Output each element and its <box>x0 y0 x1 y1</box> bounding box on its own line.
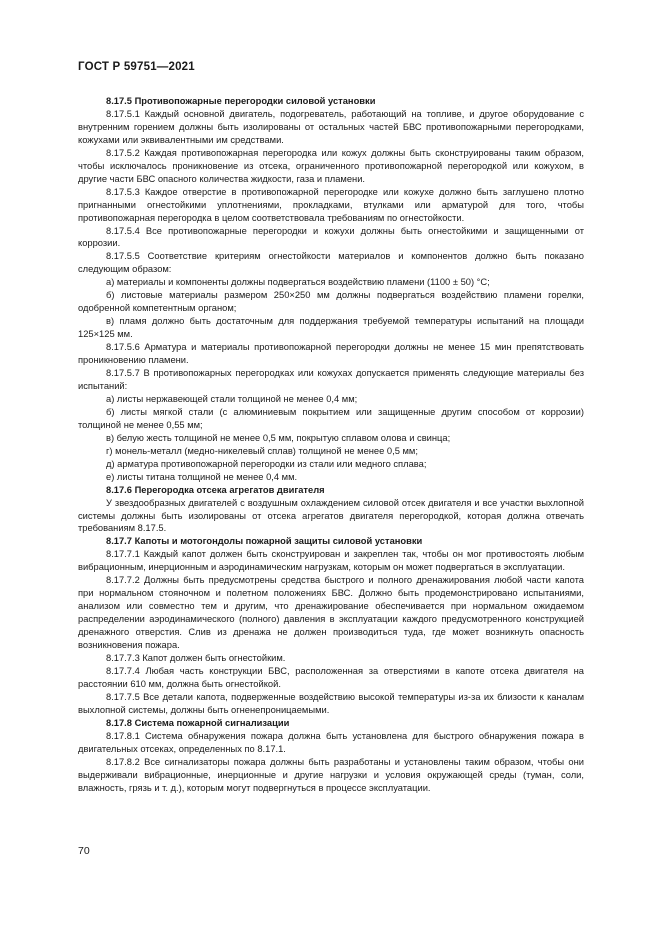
paragraph: в) пламя должно быть достаточным для поддержания требуемой температуры испытаний на площади 125×125 мм. <box>78 316 584 340</box>
section-heading: 8.17.5 Противопожарные перегородки силовой установки <box>106 96 376 106</box>
section-heading: 8.17.8 Система пожарной сигнализации <box>106 717 290 728</box>
paragraph: 8.17.8.1 Система обнаружения пожара должна быть установлена для быстрого обнаружения пожара в двигательных отсеках, определенных по 8.17.1. <box>78 730 584 754</box>
section-heading: 8.17.6 Перегородка отсека агрегатов двигателя <box>106 484 325 495</box>
paragraph: 8.17.7.4 Любая часть конструкции БВС, расположенная за отверстиями в капоте отсека двигателя на расстоянии 610 мм, должна быть огнестойкой. <box>78 665 584 689</box>
paragraph: б) листы мягкой стали (с алюминиевым покрытием или защищенные другим способом от коррозии) толщиной не менее 0,55 мм; <box>78 406 584 430</box>
paragraph: 8.17.8.2 Все сигнализаторы пожара должны быть разработаны и установлены таким образом, чтобы они выдерживали вибрационные, инерционные и другие нагрузки и условия окружающей среды (туман, соли, влажность, грязь и т. д.), которым могут подвергнуться в процессе эксплуатации. <box>78 756 584 793</box>
page-number: 70 <box>78 845 90 857</box>
standard-header: ГОСТ Р 59751—2021 <box>78 61 195 73</box>
paragraph: 8.17.5.4 Все противопожарные перегородки и кожухи должны быть огнестойкими и защищенными от коррозии. <box>78 225 584 249</box>
paragraph: е) листы титана толщиной не менее 0,4 мм. <box>106 471 298 482</box>
paragraph: У звездообразных двигателей с воздушным охлаждением силовой отсек двигателя и все участки выхлопной системы должны быть изолированы от отсека агрегатов двигателя перегородкой, которая должна отвечать требованиям 8.17.5. <box>78 497 584 534</box>
paragraph: в) белую жесть толщиной не менее 0,5 мм, покрытую сплавом олова и свинца; <box>106 432 451 443</box>
paragraph: а) листы нержавеющей стали толщиной не менее 0,4 мм; <box>106 393 358 404</box>
paragraph: 8.17.5.5 Соответствие критериям огнестойкости материалов и компонентов должно быть показано следующим образом: <box>78 251 584 275</box>
paragraph: 8.17.5.3 Каждое отверстие в противопожарной перегородке или кожухе должно быть заглушено плотно пригнанными огнестойкими уплотнениями, прокладками, втулками или арматурой для того, чтобы противопожарная перегородка в целом соответствовала требованиям по огнестойкости. <box>78 186 584 223</box>
paragraph: а) материалы и компоненты должны подвергаться воздействию пламени (1100 ± 50) °С; <box>106 277 490 288</box>
document-body <box>78 95 584 794</box>
paragraph: 8.17.7.3 Капот должен быть огнестойким. <box>106 652 286 663</box>
paragraph: 8.17.5.1 Каждый основной двигатель, подогреватель, работающий на топливе, и другое оборудование с внутренним горением должны быть изолированы от остальных частей БВС противопожарными перегородками, кожухами или эквивалентными им средствами. <box>78 108 584 145</box>
paragraph: 8.17.5.6 Арматура и материалы противопожарной перегородки должны не менее 15 мин препятствовать проникновению пламени. <box>78 342 584 366</box>
section-heading: 8.17.7 Капоты и мотогондолы пожарной защиты силовой установки <box>106 536 423 547</box>
paragraph: 8.17.7.1 Каждый капот должен быть сконструирован и закреплен так, чтобы он мог противостоять любым вибрационным, инерционным и аэродинамическим нагрузкам, которым он может подвергаться в эксплуатации. <box>78 549 584 573</box>
paragraph: 8.17.5.2 Каждая противопожарная перегородка или кожух должны быть сконструированы таким образом, чтобы исключалось проникновение из отсека, ограниченного противопожарной перегородкой или кожухом, в другие части БВС опасного количества жидкости, газа и пламени. <box>78 147 584 184</box>
paragraph: 8.17.7.5 Все детали капота, подверженные воздействию высокой температуры из-за их близости к каналам выхлопной системы, должны быть огненепроницаемыми. <box>78 691 584 715</box>
paragraph: г) монель-металл (медно-никелевый сплав) толщиной не менее 0,5 мм; <box>106 445 418 456</box>
paragraph: 8.17.7.2 Должны быть предусмотрены средства быстрого и полного дренажирования любой части капота при нормальном стояночном и полетном положениях БВС. Должно быть продемонстрировано испытаниями, анализом или совместно тем и другим, что дренажирование обеспечивается при нормальном ожидаемом распределении аэродинамического (полного) давления в эксплуатации каждого предусмотренного конструкцией дренажного отверстия. Слив из дренажа не должен производиться туда, где может возникнуть опасность возникновения пожара. <box>78 575 584 651</box>
paragraph: д) арматура противопожарной перегородки из стали или медного сплава; <box>106 458 427 469</box>
paragraph: 8.17.5.7 В противопожарных перегородках или кожухах допускается применять следующие материалы без испытаний: <box>78 368 584 391</box>
paragraph: б) листовые материалы размером 250×250 мм должны подвергаться воздействию пламени горелки, одобренной компетентным органом; <box>78 290 584 314</box>
